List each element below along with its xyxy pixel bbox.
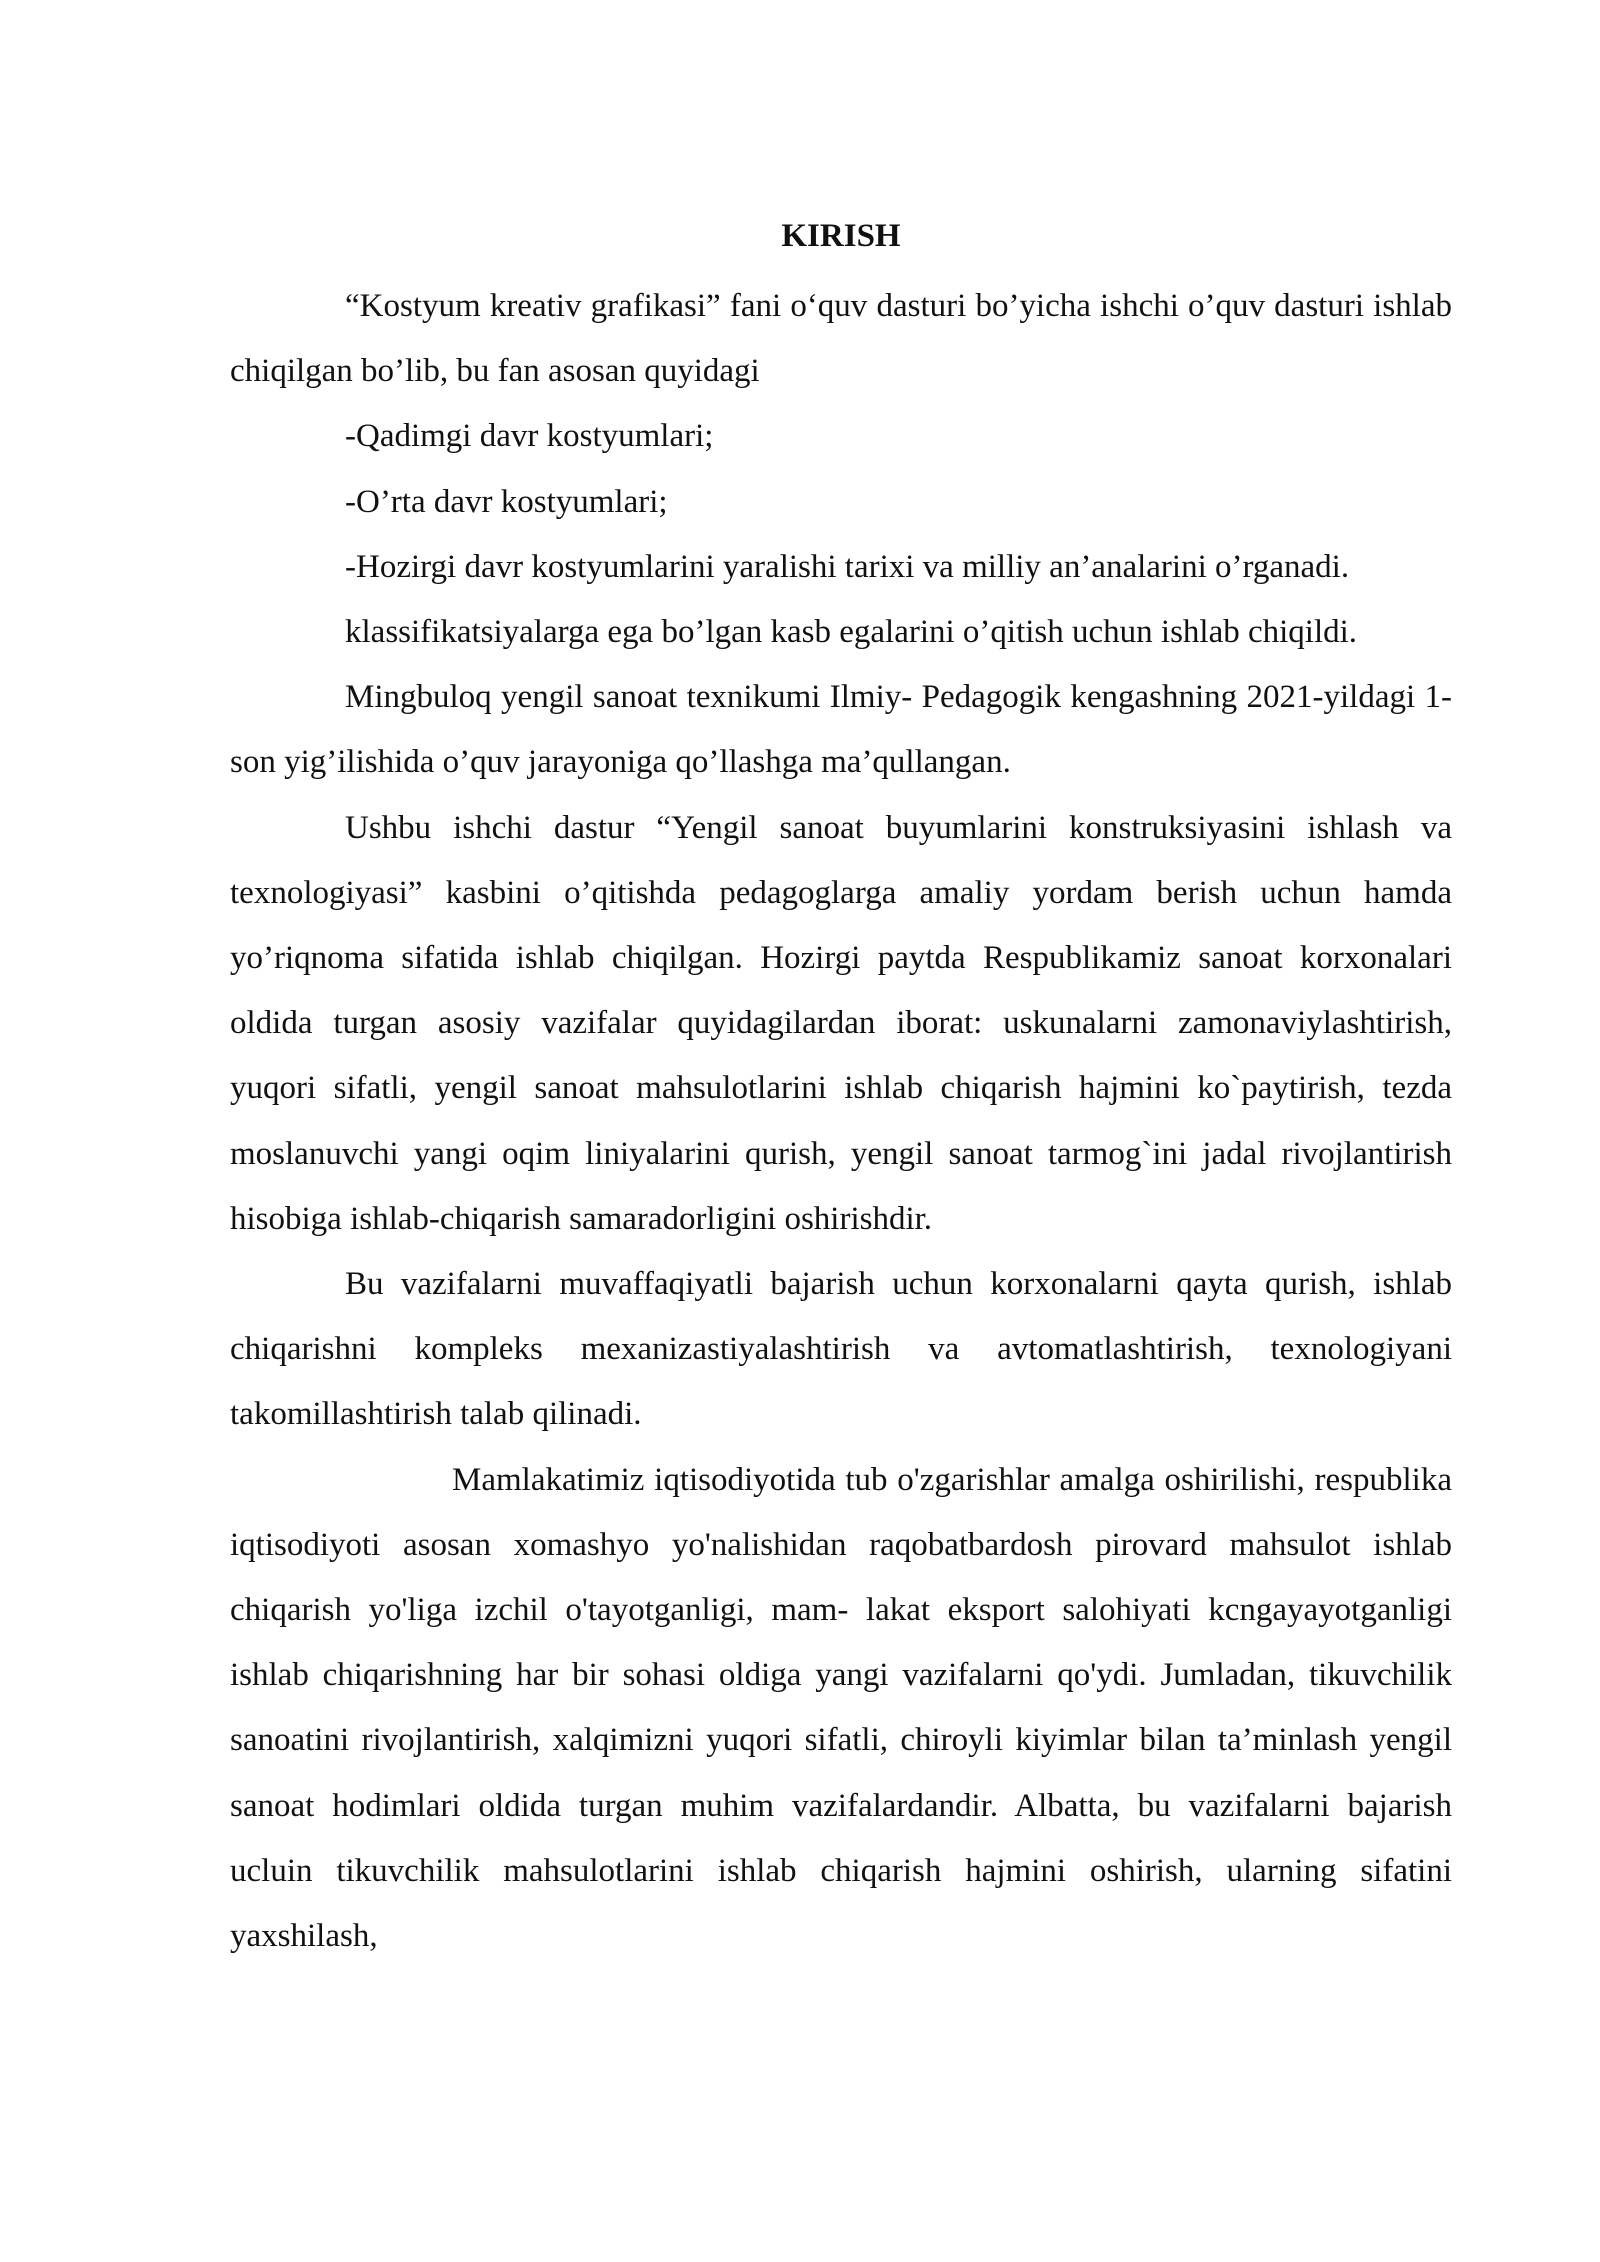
intro-paragraph: “Kostyum kreativ grafikasi” fani o‘quv dasturi bo’yicha ishchi o’quv dasturi ishlab chiqilgan bo’lib, bu fan asosan quyidagi	[230, 288, 1452, 390]
program-purpose-paragraph: Ushbu ishchi dastur “Yengil sanoat buyumlarini konstruksiyasini ishlash va texnologiyasi” kasbini o’qitishda pedagoglarga amaliy yordam berish uchun hamda yo’riqnoma sifatida ishlab chiqilgan. Hozirgi paytda Respublikamiz sanoat korxonalari oldida turgan asosiy vazifalar quyidagilardan iborat: uskunalarni zamonaviylashtirish, yuqori sifatli, yengil sanoat mahsulotlarini ishlab chiqarish hajmini ko`paytirish, tezda moslanuvchi yangi oqim liniyalarini qurish, yengil sanoat tarmog`ini jadal rivojlantirish hisobiga ishlab-chiqarish samaradorligini oshirishdir.	[230, 809, 1452, 1237]
list-item-modern-costumes: -Hozirgi davr kostyumlarini yaralishi tarixi va milliy an’analarini o’rganadi.	[345, 548, 1350, 585]
list-item-medieval-costumes: -O’rta davr kostyumlari;	[345, 483, 668, 520]
approval-paragraph: Mingbuloq yengil sanoat texnikumi Ilmiy- Pedagogik kengashning 2021-yildagi 1-son yig’ilishida o’quv jarayoniga qo’llashga ma’qullangan.	[230, 679, 1452, 781]
list-item-ancient-costumes: -Qadimgi davr kostyumlari;	[345, 418, 714, 455]
document-body	[230, 198, 1452, 1969]
tasks-paragraph: Bu vazifalarni muvaffaqiyatli bajarish uchun korxonalarni qayta qurish, ishlab chiqarishni kompleks mexanizastiyalashtirish va avtomatlashtirish, texnologiyani takomillashtirish talab qilinadi.	[230, 1266, 1452, 1433]
page-title: KIRISH	[781, 218, 901, 254]
economy-paragraph: Mamlakatimiz iqtisodiyotida tub o'zgarishlar amalga oshirilishi, respublika iqtisodiyoti asosan xomashyo yo'nalishidan raqobatbardosh pirovard mahsulot ishlab chiqarish yo'liga izchil o'tayotganligi, mam- lakat eksport salohiyati kcngayayotganligi ishlab chiqarishning har bir sohasi oldiga yangi vazifalarni qo'ydi. Jumladan, tikuvchilik sanoatini rivojlantirish, xalqimizni yuqori sifatli, chiroyli kiyimlar bilan ta’minlash yengil sanoat hodimlari oldida turgan muhim vazifalardandir. Albatta, bu vazifalarni bajarish ucluin tikuvchilik mahsulotlarini ishlab chiqarish hajmini oshirish, ularning sifatini yaxshilash,	[230, 1461, 1452, 1955]
classification-paragraph: klassifikatsiyalarga ega bo’lgan kasb egalarini o’qitish uchun ishlab chiqildi.	[345, 614, 1358, 651]
